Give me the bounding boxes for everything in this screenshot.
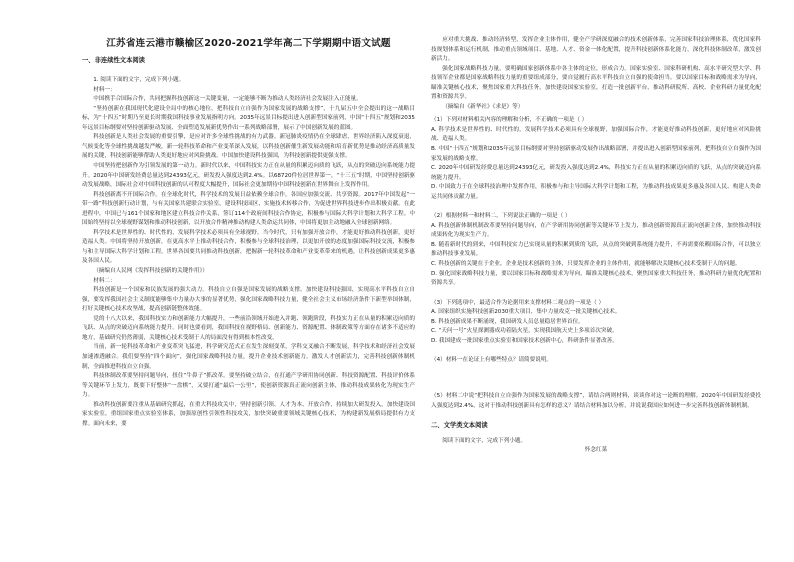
question-4-stem: （4）材料一在论证上有哪些特点？请简要说明。 (431, 357, 553, 364)
question-2-options (431, 222, 761, 289)
left-body (82, 76, 415, 429)
question-1-stem: （1）下列对材料相关内容的理解和分析，不正确的一项是（ ） (431, 117, 588, 124)
body-paragraph: 科技创新是人类社会发展的重要引擎，是应对许多全球性挑战的有力武器。新冠肺炎疫情仍在全球肆虐，世界经济陷入深度衰退，气候变化等全球性挑战越发严峻，新一轮科技革命和产业变革深入发展，以科技创新催生新发展动能和培育新优势是推动经济高质量发展的关键，科技创新能够帮助人类更好地应对风险挑战。中国加快建设科技强国，为科技创新提供更强支撑。 (82, 134, 415, 160)
answer-option: D. 强化国家战略科技力量，要以国家目标和战略需求为导向，瞄准关键核心技术，聚焦国家重大科技任务，推动科研力量优化配置和资源共享。 (431, 270, 761, 287)
answer-option: A. 科技创新体制机制改革要坚持问题导向，在产学研用协同创新等关键环节上发力，推动创新资源真正流向创新主体，加快推动科技成果转化为现实生产力。 (431, 222, 761, 239)
answer-option: D. 我国建成一批国家重点实验室和国家技术创新中心，科研条件显著改善。 (431, 337, 618, 344)
body-paragraph: 强化国家战略科技力量，要明确国家创新体系中各主体的定位，形成合力。国家实验室、国家科研机构、高水平研究型大学、科技领军企业都是国家战略科技力量的重要组成部分，要自觉履行高水平科技自立自强的使命担当。要以国家目标和战略需求为导向，瞄准关键核心技术，聚焦国家重大科技任务，加快建设国家实验室，打造一批创新平台，推动科研院所、高校、企业科研力量优化配置和资源共享。 (431, 65, 761, 101)
body-paragraph: （摘编自《新华社》《求是》等） (442, 103, 524, 110)
body-paragraph: 当前，新一轮科技革命和产业变革突飞猛进，科学研究范式正在发生深刻变革，学科交叉融合不断发展，科学技术和经济社会发展加速渗透融合。我们要坚持“四个面向”，强化国家战略科技力量，提升企业技术创新能力，激发人才创新活力，完善科技创新体制机制，全面推进科技自立自强。 (82, 344, 415, 370)
question-5-stem: （5）材料二中说“把科技自立自强作为国家发展的战略支撑”，请结合两则材料，谈谈你对这一论断的理解。2020年中国研发经费投入强度达到2.4%，这对于推动科技创新具有怎样的意义？请结合材料加以分析，并说说我国应如何进一步完善科技创新体制机制。 (431, 392, 761, 409)
body-paragraph: 1. 阅读下面的文字，完成下列小题。 (93, 77, 185, 84)
answer-option: A. 国家组织实施科技创新2030重大项目，集中力量攻克一批关键核心技术。 (431, 309, 621, 316)
exam-title: 江苏省连云港市赣榆区2020-2021学年高二下学期期中语文试题 (106, 38, 391, 49)
body-paragraph: （摘编自人民网《发挥科技创新的关键作用》） (93, 268, 208, 275)
question-3-options (431, 308, 761, 346)
body-paragraph: 应对重大挑战、推动经济转型，发挥企业主体作用，健全产学研深度融合的技术创新体系，完善国家科技治理体系，优化国家科技规划体系和运行机制，推动重点领域项目、基地、人才、资金一体化配置，提升科技创新体系化能力，深化科技体制改革，激发创新活力。 (431, 37, 761, 63)
answer-option: B. 科技创新成果不断涌现，我国研发人员总量稳居世界首位。 (431, 318, 584, 325)
body-paragraph: 材料二： (93, 277, 116, 284)
question-1-options (431, 126, 761, 202)
answer-option: D. 中国致力于在全球科技治理中发挥作用，积极参与和主导国际大科学计划和工程，为推动科技成果更多惠及各国人民、构建人类命运共同体贡献力量。 (431, 184, 761, 200)
right-body (431, 36, 761, 112)
body-paragraph: 科学技术是世界性的、时代性的，发展科学技术必须具有全球视野。当今时代，只有加强开放合作，才能更好推动科技创新，更好造福人类。中国将坚持开放创新，在更高水平上推动科技合作，积极参与全球科技治理，以更加开放的态度加强国际科技交流，积极参与和主导国际大科学计划和工程。世界各国要共同推动科技创新，把握新一轮科技革命和产业变革带来的机遇，让科技创新成果更多惠及各国人民。 (82, 229, 415, 265)
question-2-stem: （2）根据材料一和材料二，下列说法正确的一项是（ ） (431, 213, 571, 220)
literary-intro: 阅读下面的文字，完成下列小题。 (442, 437, 527, 444)
answer-option: A. 科学技术是世界性的、时代性的，发展科学技术必须具有全球视野，加强国际合作，才能更好推动科技创新，更好地应对风险挑战、造福人类。 (431, 126, 761, 143)
body-paragraph: 科技创新是一个国家和民族发展的强大动力。科技自立自强是国家发展的战略支撑。加快建设科技强国，实现高水平科技自立自强，要发挥我国社会主义制度能够集中力量办大事的显著优势，强化国家战略科技力量，健全社会主义市场经济条件下新型举国体制，打好关键核心技术攻坚战，提高创新链整体效能。 (82, 287, 415, 313)
left-column (82, 30, 415, 429)
answer-option: B. 随着新时代的到来，中国科技实力已实现从量的积累到质的飞跃，从点的突破到系统能力提升，不再需要依赖国际合作，可以独立推动科技事业发展。 (431, 241, 761, 258)
answer-option: C. “天问一号”火星探测器成功着陆火星，实现我国航天史上多项首次突破。 (431, 328, 618, 335)
answer-option: C. 2020年中国研发经费总量达到24393亿元，研发投入强度达到2.4%，科技实力正在从量的积累迈向质的飞跃，从点的突破迈向系统能力提升。 (431, 165, 761, 181)
question-3-stem: （3）下列选项中，最适合作为论据用来支撑材料二观点的一项是（ ） (431, 299, 605, 306)
body-paragraph: 材料一： (93, 86, 116, 93)
section-heading-literary: 二、文学类文本阅读 (431, 422, 488, 430)
body-paragraph: 推动科技创新要注重从基础研究抓起，在重大科技攻关中，坚持创新引领、人才为本、开放合作，持续加大研发投入，加快建设国家实验室，重组国家重点实验室体系，加强原创性引领性科技攻关，加快突破重要领域关键核心技术，为构建新发展格局提供有力支撑。面向未来，要 (82, 401, 415, 427)
right-column (431, 36, 761, 456)
answer-option: B. 中国“十四五”规划和2035年远景目标纲要对坚持创新驱动发展作出战略部署，并提出进入创新型国家前列，把科技自立自强作为国家发展的战略支撑。 (431, 146, 761, 162)
body-paragraph: “坚持创新在我国现代化建设全局中的核心地位，把科技自立自强作为国家发展的战略支撑”，十九届五中全会提出的这一战略目标，为“十四五”时期乃至更长时期我国科技事业发展指明方向。2035年远景目标提出进入创新型国家前列，中国“十四五”规划和2035年远景目标纲要对坚持创新驱动发展、全面塑造发展新优势作出一系列战略部署，展示了中国创新发展的蓝图。 (82, 105, 415, 131)
body-paragraph: 党的十八大以来，我国科技实力和创新能力大幅提升，一些前沿领域开始进入并跑、领跑阶段，科技实力正在从量的积累迈向质的飞跃、从点的突破迈向系统能力提升。同时也要看到，我国科技在视野格局、创新能力、资源配置、体制政策等方面存在诸多不适应的地方，基础研究仍然薄弱，关键核心技术受制于人的局面没有得到根本性改变。 (82, 315, 415, 341)
body-paragraph: 中国坚持把创新作为引领发展的第一动力。新时代以来，中国科技实力正在从量的积累迈向质的飞跃，从点的突破迈向系统能力提升。2020年中国研发经费总量达到24393亿元，研发投入强度达到2.4%。以68720件位居世界第一。“十三五”时期，中国坚持创新驱动发展战略，国际社会对中国科技创新的认可程度大幅提升，国际社会更加期待中国科技创新在世界舞台上发挥作用。 (82, 163, 415, 189)
body-paragraph: 科技创新离不开国际合作。在全球化时代，科学技术的发展日益依赖全球合作，各国应加强交流、共享资源。2017年中国发起“一带一路”科技创新行动计划，与有关国家共建联合实验室，建设科技园区，实施技术转移合作，为促进世界科技进步作出积极贡献。在此进程中，中国已与161个国家和地区建立科技合作关系，签订114个政府间科技合作协定，积极参与国际大科学计划和大科学工程。中国始终坚持以全球视野谋划和推动科技创新，以开放合作精神推动构建人类命运共同体，中国将更加主动地融入全球创新网络。 (82, 191, 415, 227)
body-paragraph: 中国携手合国际合作，共同把握科技创新这一关键变量，一定能够不断为推动人类经济社会发展注入正能量。 (93, 96, 362, 103)
section-heading-nonlinear: 一、非连续性文本阅读 (82, 56, 145, 64)
literary-title: 怀念红菜 (584, 447, 608, 454)
body-paragraph: 科技体制改革要坚持问题导向，扭住“牛鼻子”抓改革。要坚持破立结合，在打通产学研用协同创新、科技资源配置、科技评价体系等关键环节上发力，既要下好整体“一盘棋”，又要打通“最后一公里”，使创新资源真正流向创新主体，推动科技成果转化为现实生产力。 (82, 373, 415, 399)
answer-option: C. 科技创新的关键在于企业，企业是技术创新的主体，只要发挥企业的主体作用，就能够解决关键核心技术受制于人的问题。 (431, 261, 741, 268)
